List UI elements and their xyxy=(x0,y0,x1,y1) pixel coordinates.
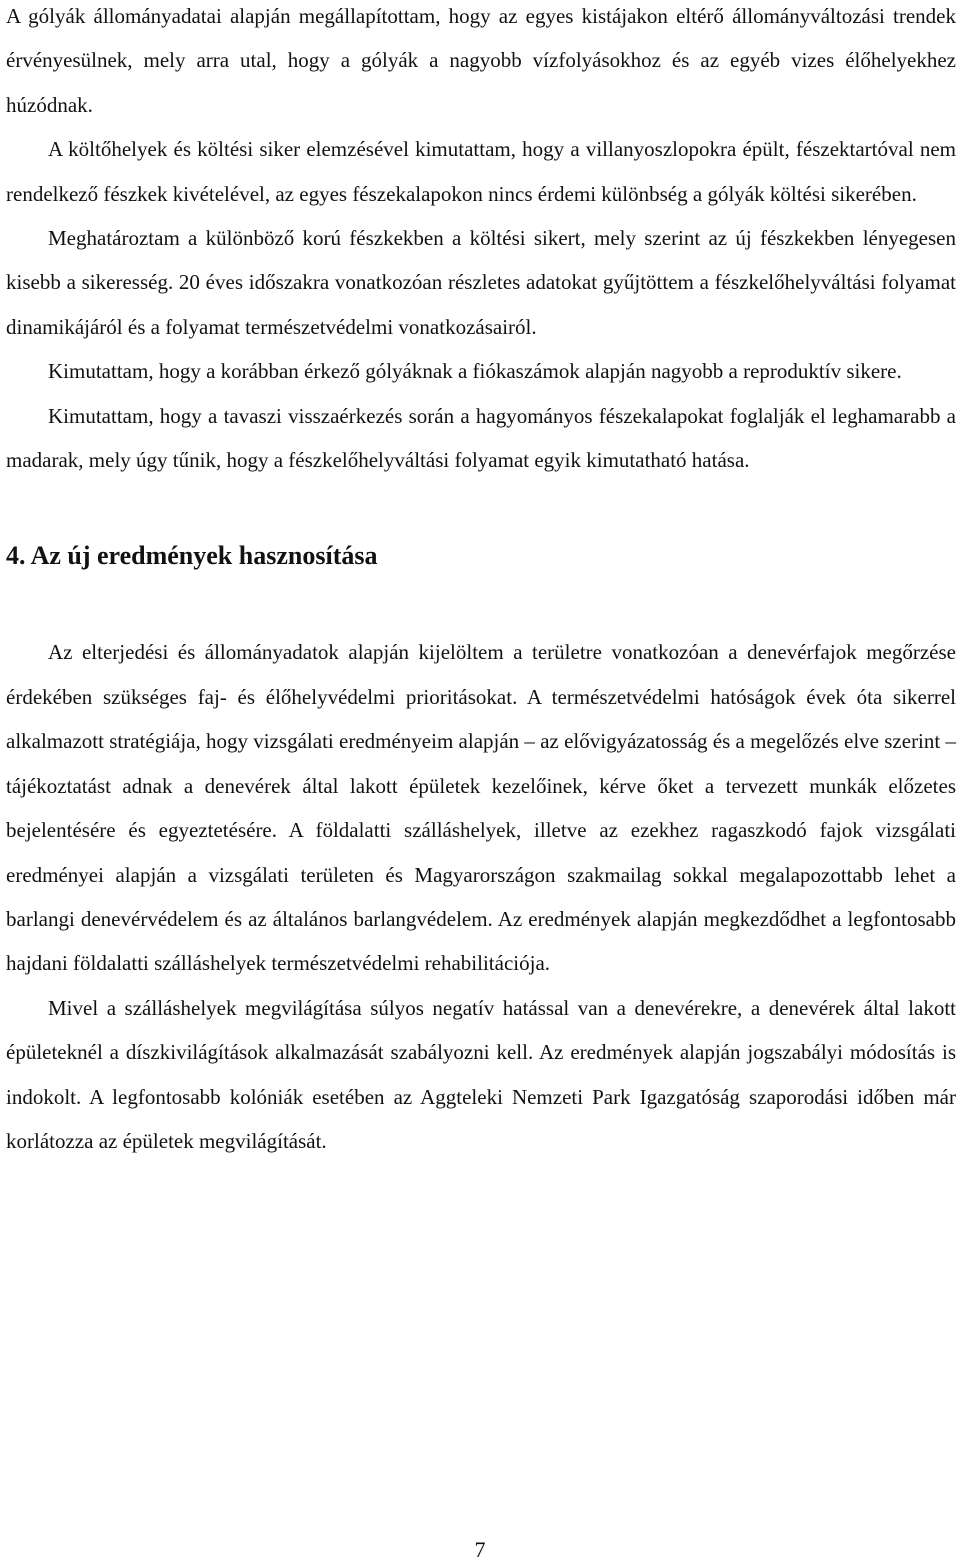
paragraph-nest-age-success: Meghatároztam a különböző korú fészkekben a költési sikert, mely szerint az új fészkekben lényegesen kisebb a sikeresség. 20 éves időszakra vonatkozóan részletes adatokat gyűjtöttem a fészkelőhelyváltási folyamat dinamikájáról és a folyamat természetvédelmi vonatkozásairól. xyxy=(6,226,956,339)
paragraph-early-arrival: Kimutattam, hogy a korábban érkező gólyáknak a fiókaszámok alapján nagyobb a reproduktív sikere. xyxy=(48,359,902,384)
document-page xyxy=(6,0,956,1163)
page-number: 7 xyxy=(474,1537,486,1562)
paragraph-lighting-regulation: Mivel a szálláshelyek megvilágítása súlyos negatív hatással van a denevérekre, a denevérek által lakott épületeknél a díszkivilágítások alkalmazását szabályozni kell. Az eredmények alapján jogszabályi módosítás is indokolt. A legfontosabb kolóniák esetében az Aggteleki Nemzeti Park Igazgatóság szaporodási időben már korlátozza az épületek megvilágítását. xyxy=(6,995,956,1153)
paragraph-bat-conservation: Az elterjedési és állományadatok alapján kijelöltem a területre vonatkozóan a denevérfajok megőrzése érdekében szükséges faj- és élőhelyvédelmi prioritásokat. A természetvédelmi hatóságok évek óta sikerrel alkalmazott stratégiája, hogy vizsgálati eredményeim alapján – az elővigyázatosság és a megelőzés elve szerint – tájékoztatást adnak a denevérek által lakott épületek kezelőinek, kérve őket a tervezett munkák előzetes bejelentésére és egyeztetésére. A földalatti szálláshelyek, illetve az ezekhez ragaszkodó fajok vizsgálati eredményei alapján a vizsgálati területen és Magyarországon szakmailag sokkal megalapozottabb lehet a barlangi denevérvédelem és az általános barlangvédelem. Az eredmények alapján megkezdődhet a legfontosabb hajdani földalatti szálláshelyek természetvédelmi rehabilitációja. xyxy=(6,640,956,976)
paragraph-nesting-site-success: A költőhelyek és költési siker elemzésével kimutattam, hogy a villanyoszlopokra épült, fészektartóval nem rendelkező fészkek kivételével, az egyes fészekalapokon nincs érdemi különbség a gólyák költési sikerében. xyxy=(6,137,956,206)
paragraph-spring-return: Kimutattam, hogy a tavaszi visszaérkezés során a hagyományos fészekalapokat foglalják el leghamarabb a madarak, mely úgy tűnik, hogy a fészkelőhelyváltási folyamat egyik kimutatható hatása. xyxy=(6,403,956,473)
paragraph-stork-population-trends: A gólyák állományadatai alapján megállapítottam, hogy az egyes kistájakon eltérő állományváltozási trendek érvényesülnek, mely arra utal, hogy a gólyák a nagyobb vízfolyásokhoz és az egyéb vizes élőhelyekhez húzódnak. xyxy=(6,4,956,117)
section-heading: 4. Az új eredmények hasznosítása xyxy=(6,541,378,571)
